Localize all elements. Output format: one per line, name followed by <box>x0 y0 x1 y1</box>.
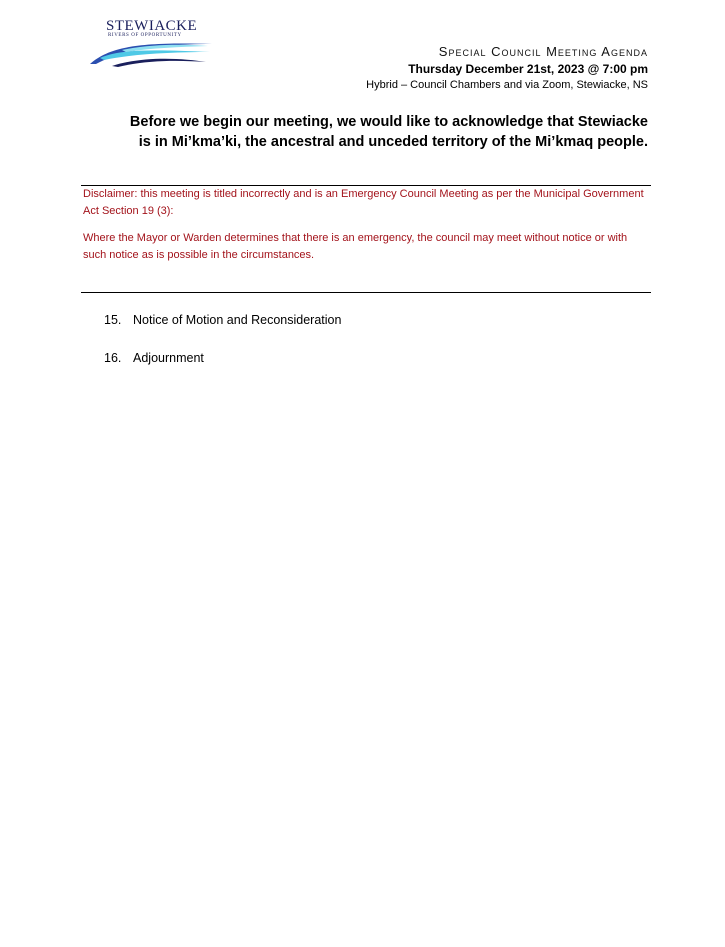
land-acknowledgement <box>88 112 648 152</box>
disclaimer-quote: Where the Mayor or Warden determines that there is an emergency, the council may meet without notice or with such notice as is possible in the circumstances. <box>83 232 628 261</box>
agenda-list <box>104 313 341 389</box>
meeting-date: Thursday December 21st, 2023 @ 7:00 pm <box>408 62 648 76</box>
stewiacke-logo <box>82 18 214 70</box>
meeting-location: Hybrid – Council Chambers and via Zoom, Stewiacke, NS <box>366 79 648 91</box>
agenda-item-text: Notice of Motion and Reconsideration <box>133 313 342 327</box>
logo-wordmark: STEWIACKE <box>106 18 198 34</box>
page-title: Special Council Meeting Agenda <box>438 44 648 59</box>
disclaimer-block <box>83 186 648 274</box>
logo-tagline: RIVERS OF OPPORTUNITY <box>108 33 182 38</box>
disclaimer-paragraph: Disclaimer: this meeting is titled incorrectly and is an Emergency Council Meeting as per the Municipal Government Act Section 19 (3): <box>83 188 644 217</box>
bottom-divider <box>81 292 651 293</box>
agenda-header <box>366 44 648 91</box>
agenda-item <box>104 351 341 389</box>
logo-waves-icon <box>82 36 214 68</box>
agenda-item-number: 16. <box>104 351 122 365</box>
acknowledgement-line-1: Before we begin our meeting, we would like to acknowledge that Stewiacke <box>129 114 648 130</box>
agenda-item-text: Adjournment <box>133 351 204 365</box>
agenda-item-number: 15. <box>104 313 122 327</box>
acknowledgement-line-2: is in Mi’kma’ki, the ancestral and unceded territory of the Mi’kmaq people. <box>138 134 648 150</box>
agenda-item <box>104 313 341 351</box>
